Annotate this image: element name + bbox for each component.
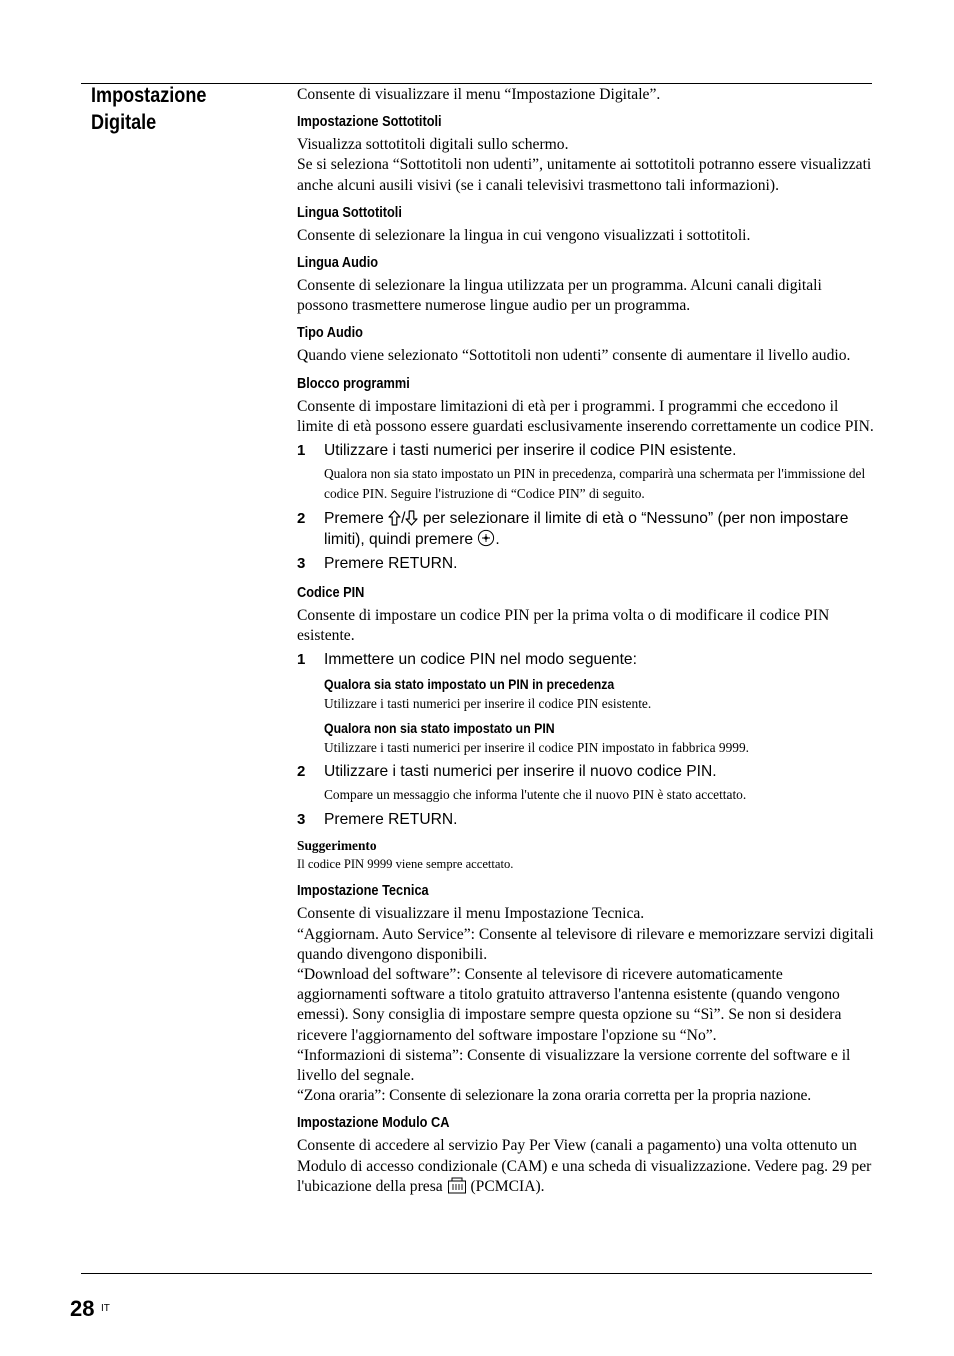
subtitles-line-1: Visualizza sottotitoli digitali sullo schermo.: [297, 136, 569, 154]
ca-module-text: [297, 1136, 875, 1197]
pin-code-step-3: [297, 809, 875, 830]
parental-lock-text: Consente di impostare limitazioni di età per i programmi. I programmi che eccedono il limite di età possono essere guardati esclusivamente inserendo correttamente un codice PIN.: [297, 397, 874, 435]
technical-line-1: Consente di visualizzare il menu Impostazione Tecnica.: [297, 905, 645, 923]
pin-case-1-heading: [324, 674, 875, 694]
parental-lock-step-2: [297, 508, 875, 550]
up-arrow-icon: [388, 510, 401, 526]
page-number: 28: [70, 1296, 95, 1321]
tip-heading: Suggerimento: [297, 838, 377, 854]
step-text: Utilizzare i tasti numerici per inserire il codice PIN esistente.: [324, 442, 737, 460]
technical-heading: [297, 881, 875, 901]
step-number: 3: [297, 811, 306, 829]
technical-line-4: “Informazioni di sistema”: Consente di visualizzare la versione corrente del software e il livello del segnale.: [297, 1046, 851, 1085]
technical-heading-label: Impostazione Tecnica: [297, 883, 429, 900]
pcmcia-slot-icon: [447, 1177, 467, 1194]
audio-language-text: Consente di selezionare la lingua utilizzata per un programma. Alcuni canali digitali possono trasmettere numerose lingue audio per un programma.: [297, 277, 822, 315]
step-text-part-1: Premere: [324, 510, 389, 528]
step-text: Premere RETURN.: [324, 555, 458, 573]
parental-lock-heading-label: Blocco programmi: [297, 375, 410, 392]
audio-type-heading-label: Tipo Audio: [297, 325, 363, 342]
step-text: Utilizzare i tasti numerici per inserire il nuovo codice PIN.: [324, 763, 717, 781]
audio-type-heading: [297, 323, 875, 343]
down-arrow-icon: [405, 510, 418, 526]
technical-line-2: “Aggiornam. Auto Service”: Consente al televisore di rilevare e memorizzare servizi digitali quando divengono disponibili.: [297, 925, 874, 963]
subtitle-language-text: Consente di selezionare la lingua in cui vengono visualizzati i sottotitoli.: [297, 226, 751, 244]
pin-case-1-text: Utilizzare i tasti numerici per inserire il codice PIN esistente.: [324, 696, 652, 712]
pin-code-step-1: [297, 649, 875, 670]
section-title: Impostazione Digitale: [91, 84, 207, 134]
subtitles-heading-label: Impostazione Sottotitoli: [297, 114, 442, 131]
pin-code-step-2: [297, 761, 875, 782]
subtitle-language-heading-label: Lingua Sottotitoli: [297, 204, 402, 221]
subtitles-heading: [297, 112, 875, 132]
parental-lock-heading: [297, 374, 875, 394]
intro-text: Consente di visualizzare il menu “Impostazione Digitale”.: [297, 86, 661, 103]
pin-case-2-heading-label: Qualora non sia stato impostato un PIN: [324, 720, 555, 737]
pin-case-2-heading: [324, 718, 875, 738]
audio-language-heading: [297, 253, 875, 273]
step-number: 1: [297, 442, 306, 460]
page-language: IT: [101, 1303, 110, 1314]
ca-module-heading-label: Impostazione Modulo CA: [297, 1115, 450, 1132]
audio-language-heading-label: Lingua Audio: [297, 255, 379, 272]
step-text: Premere RETURN.: [324, 811, 458, 829]
pin-code-step-2-note: Compare un messaggio che informa l'utente che il nuovo PIN è stato accettato.: [324, 787, 747, 803]
subtitles-line-2: Se si seleziona “Sottotitoli non udenti”, unitamente ai sottotitoli potranno essere visualizzati anche alcuni ausili visivi (se i canali televisivi trasmettono tali informazioni).: [297, 156, 872, 194]
technical-line-5: “Zona oraria”: Consente di selezionare la zona oraria corretta per la propria nazione.: [297, 1087, 811, 1105]
pin-code-text: Consente di impostare un codice PIN per la prima volta o di modificare il codice PIN esistente.: [297, 607, 830, 645]
subtitle-language-heading: [297, 203, 875, 223]
audio-type-text: Quando viene selezionato “Sottotitoli non udenti” consente di aumentare il livello audio.: [297, 347, 851, 365]
pin-case-2-text: Utilizzare i tasti numerici per inserire il codice PIN impostato in fabbrica 9999.: [324, 740, 750, 756]
ca-module-text-part-2: (PCMCIA).: [466, 1177, 545, 1195]
technical-line-3: “Download del software”: Consente al televisore di ricevere automaticamente aggiornamenti software a titolo gratuito attraverso l'antenna esistente (quando vengono emessi). Sony consiglia di impostare sempre questa opzione su “Sì”. Se non si desidera ricevere l'aggiornamento del software impostare l'opzione su “No”.: [297, 966, 842, 1044]
parental-lock-step-1: [297, 440, 875, 461]
pin-code-heading: [297, 583, 875, 603]
step-text-end: .: [495, 531, 500, 549]
pin-case-1-heading-label: Qualora sia stato impostato un PIN in precedenza: [324, 676, 615, 693]
pin-code-heading-label: Codice PIN: [297, 585, 365, 602]
step-number: 2: [297, 763, 306, 781]
bottom-rule: [81, 1273, 872, 1274]
ca-module-heading: [297, 1113, 875, 1133]
step-text: [324, 508, 875, 550]
tip-text: Il codice PIN 9999 viene sempre accettato.: [297, 857, 514, 872]
step-number: 2: [297, 510, 306, 528]
section-content: [297, 85, 875, 1197]
ok-button-icon: [477, 529, 495, 547]
step-number: 3: [297, 555, 306, 573]
parental-lock-step-1-note: Qualora non sia stato impostato un PIN in precedenza, comparirà una schermata per l'immissione del codice PIN. Seguire l'istruzione di “Codice PIN” di seguito.: [324, 466, 866, 502]
ca-module-text-part-1: Consente di accedere al servizio Pay Per View (canali a pagamento) una volta ottenuto un Modulo di accesso condizionale (CAM) e una scheda di visualizzazione. Vedere pag. 29 per l'ubicazione della presa: [297, 1137, 872, 1195]
step-text: Immettere un codice PIN nel modo seguente:: [324, 651, 637, 669]
step-text-part-2: per selezionare il limite di età o “Nessuno” (per non impostare limiti), quindi premere: [324, 510, 849, 549]
step-text-separator: /: [401, 510, 406, 528]
parental-lock-step-3: [297, 553, 875, 574]
step-number: 1: [297, 651, 306, 669]
